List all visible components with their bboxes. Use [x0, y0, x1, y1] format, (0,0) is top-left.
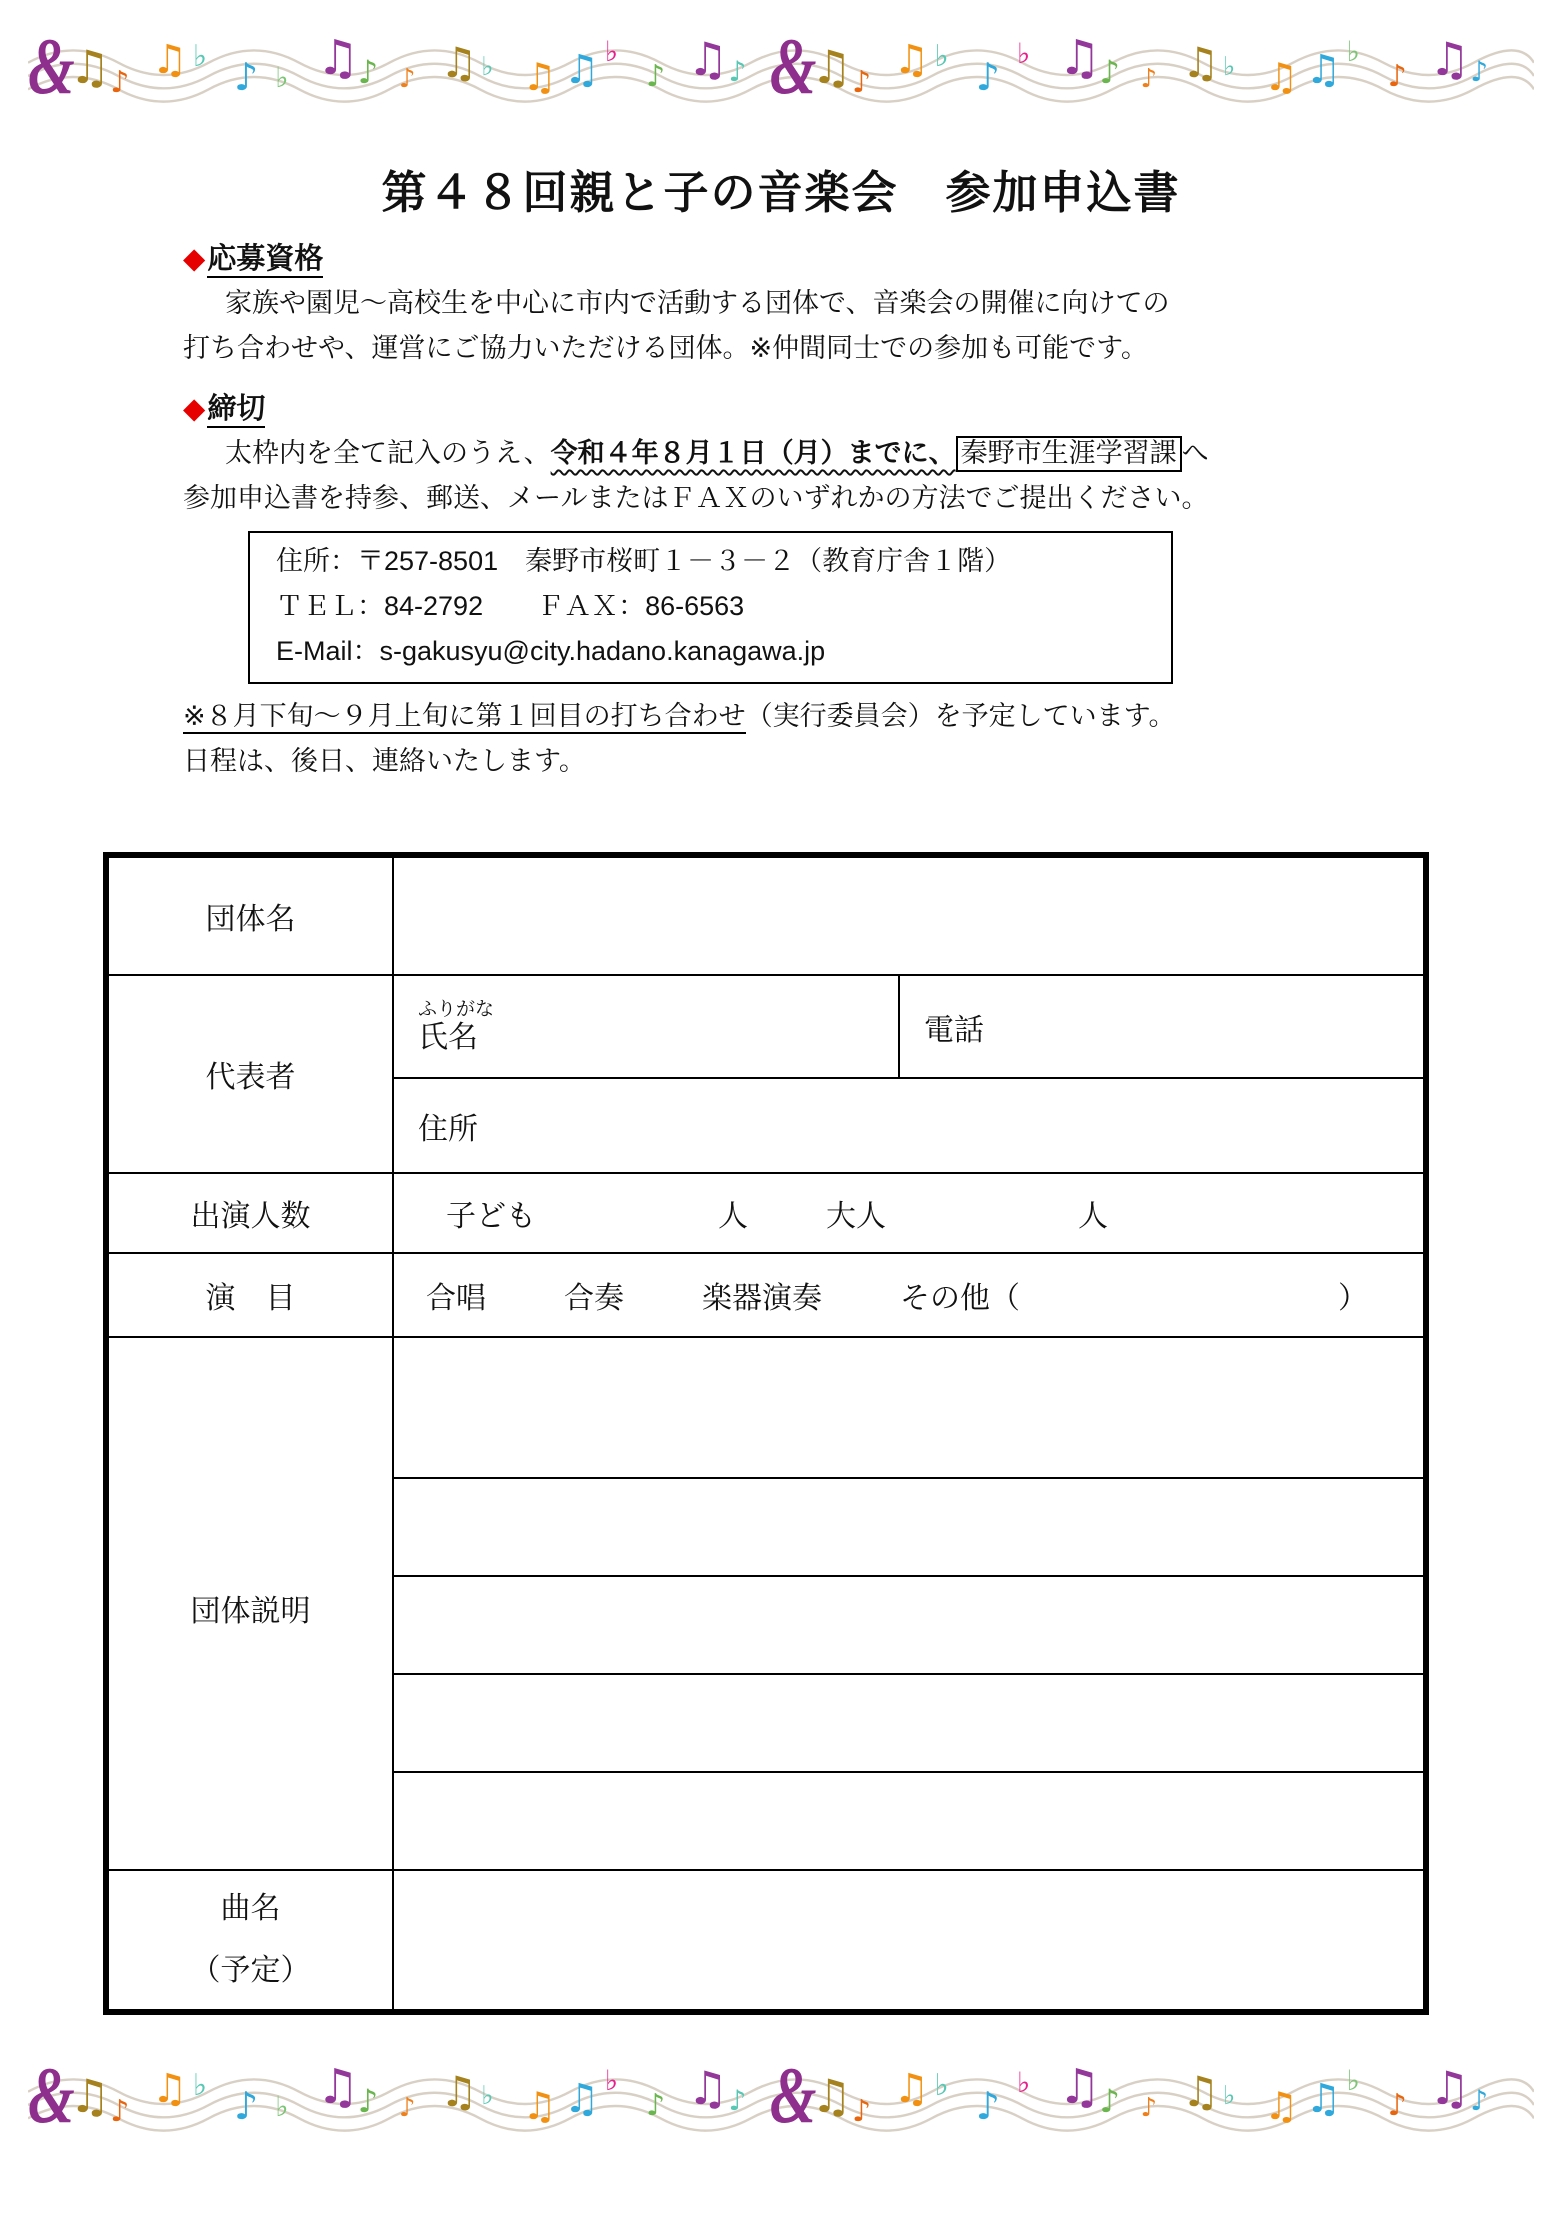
music-note-icon: ♪	[646, 59, 666, 94]
music-note-icon: ♪	[234, 55, 259, 99]
adults-unit-label: 人	[1078, 1200, 1108, 1233]
music-note-icon: ♫	[1305, 2076, 1342, 2122]
music-note-icon: ♫	[810, 40, 853, 94]
program-option-ensemble: 合奏	[564, 1282, 624, 1315]
diamond-bullet-icon: ◆	[183, 393, 206, 425]
representative-label: 代表者	[106, 975, 393, 1173]
contact-tel-fax: ＴＥＬ：84-2792 ＦＡＸ：86-6563	[276, 591, 745, 621]
music-note-icon: ♫	[1264, 2084, 1299, 2128]
performers-label: 出演人数	[106, 1173, 393, 1253]
contact-address: 住所：〒257-8501 秦野市桜町１－３－２（教育庁舎１階）	[276, 546, 1012, 576]
meeting-note-rest: （実行委員会）を予定しています。	[745, 701, 1176, 731]
application-form-table	[103, 852, 1429, 2015]
deadline-line1	[183, 431, 1439, 476]
meeting-note-underlined: ※８月下旬～９月上旬に第１回目の打ち合わせ	[183, 701, 746, 734]
address-label: 住所	[418, 1112, 478, 1146]
song-title-label	[106, 1870, 393, 2012]
group-description-label: 団体説明	[106, 1337, 393, 1870]
music-note-icon: ♫	[563, 2076, 600, 2122]
music-note-icon: ♫	[522, 55, 557, 99]
music-note-icon: ♭	[275, 61, 289, 94]
music-note-icon: ♫	[440, 2067, 478, 2116]
music-note-icon: ♪	[1099, 2082, 1120, 2120]
music-note-icon: ♫	[1428, 2061, 1471, 2115]
music-note-icon: ♭	[1016, 2066, 1031, 2099]
qualification-line2: 打ち合わせや、運営にご協力いただける団体。※仲間同士での参加も可能です。	[183, 333, 1148, 363]
deadline-heading-text: 締切	[207, 393, 265, 428]
music-note-icon: ♪	[1099, 53, 1120, 91]
music-note-icon: ♫	[810, 2069, 853, 2123]
music-note-icon: ♭	[604, 2064, 619, 2097]
music-note-icon: ♭	[1222, 2081, 1236, 2111]
deadline-line2: 参加申込書を持参、郵送、メールまたはＦＡＸのいずれかの方法でご提出ください。	[183, 483, 1209, 513]
music-note-icon: ♫	[440, 38, 478, 87]
music-note-icon: ♫	[1181, 2067, 1220, 2116]
music-note-icon: ♭	[934, 2068, 949, 2103]
music-note-icon: ♪	[1387, 59, 1407, 94]
music-note-icon: ♪	[1387, 2088, 1407, 2123]
music-note-icon: ♫	[893, 2066, 930, 2112]
music-note-icon: ♫	[522, 2084, 557, 2128]
music-note-icon: ♪	[728, 2084, 747, 2117]
music-note-icon: ♫	[893, 37, 930, 83]
adults-label: 大人	[826, 1200, 886, 1233]
qualification-line1: 家族や園児～高校生を中心に市内で活動する団体で、音楽会の開催に向けての	[225, 288, 1170, 318]
music-note-icon: ♭	[275, 2090, 289, 2123]
deadline-line1-pre: 太枠内を全て記入のうえ、	[225, 438, 551, 468]
music-note-icon: ♭	[192, 39, 207, 74]
music-note-icon: ♫	[1305, 47, 1342, 93]
music-note-icon: ♪	[398, 2093, 416, 2123]
contact-email: E-Mail：s-gakusyu@city.hadano.kanagawa.jp	[276, 636, 826, 666]
music-note-icon: ♪	[398, 64, 416, 94]
song-title-label-line2: （予定）	[190, 1954, 311, 1987]
music-note-icon: ♭	[604, 35, 619, 68]
music-note-icon: ♫	[69, 2069, 111, 2123]
music-note-icon: ♫	[1058, 2059, 1102, 2115]
music-note-icon: ♪	[234, 2084, 259, 2128]
music-note-icon: ♫	[1264, 55, 1299, 99]
diamond-bullet-icon: ◆	[183, 243, 206, 275]
group-description-field-4[interactable]	[393, 1674, 1426, 1772]
song-title-field[interactable]	[393, 1870, 1426, 2012]
children-label: 子ども	[446, 1200, 536, 1233]
submission-office-box: 秦野市生涯学習課	[956, 436, 1182, 472]
program-field[interactable]	[393, 1253, 1426, 1337]
qualification-heading-text: 応募資格	[207, 243, 323, 278]
phone-field[interactable]	[899, 975, 1426, 1078]
music-note-icon: ♫	[316, 30, 360, 86]
music-note-icon: ♫	[1181, 38, 1220, 87]
group-description-field-5[interactable]	[393, 1772, 1426, 1870]
music-note-icon: ♭	[934, 39, 949, 74]
meeting-note	[183, 694, 1439, 784]
contact-info-box	[248, 531, 1173, 684]
meeting-note-line1	[183, 694, 1439, 739]
qualification-heading	[183, 237, 1439, 281]
music-note-icon: ♫	[151, 2066, 188, 2112]
music-note-icon: ♪	[110, 2094, 130, 2129]
music-note-icon: ♫	[687, 2061, 729, 2115]
music-note-icon: ♪	[1470, 2084, 1489, 2117]
furigana-label: ふりがな	[418, 998, 495, 1020]
performers-field[interactable]	[393, 1173, 1426, 1253]
music-note-icon: ♭	[1016, 37, 1031, 70]
music-note-icon: ♪	[728, 55, 747, 88]
treble-clef-icon: &	[769, 2050, 817, 2140]
music-note-icon: ♭	[481, 2081, 494, 2111]
program-option-other-close: ）	[1338, 1282, 1368, 1315]
program-option-instrumental: 楽器演奏	[702, 1282, 822, 1315]
group-name-field[interactable]	[393, 855, 1426, 975]
music-note-icon: ♪	[975, 2084, 1000, 2128]
application-form-page	[0, 21, 1562, 2239]
music-note-icon: ♭	[192, 2068, 207, 2103]
music-note-icon: ♪	[1470, 55, 1489, 88]
deadline-date-emphasis: 令和４年８月１日（月）までに、	[550, 438, 956, 468]
music-note-icon: ♪	[646, 2088, 666, 2123]
treble-clef-icon: &	[769, 21, 817, 111]
group-description-field-1[interactable]	[393, 1337, 1426, 1478]
meeting-note-line2: 日程は、後日、連絡いたします。	[183, 746, 586, 776]
music-note-icon: ♪	[852, 65, 872, 100]
music-note-icon: ♫	[1428, 32, 1471, 86]
song-title-label-line1: 曲名	[220, 1892, 281, 1925]
music-note-icon: ♪	[110, 65, 130, 100]
group-description-field-3[interactable]	[393, 1576, 1426, 1674]
group-description-field-2[interactable]	[393, 1478, 1426, 1576]
treble-clef-icon: &	[28, 2050, 75, 2140]
deadline-line1-post: へ	[1181, 438, 1209, 468]
music-banner-bottom	[28, 2050, 1534, 2147]
music-notes-row	[28, 21, 1534, 118]
music-note-icon: ♭	[1222, 52, 1236, 82]
music-note-icon: ♫	[151, 37, 188, 83]
music-banner-top	[28, 21, 1534, 118]
music-note-icon: ♪	[852, 2094, 872, 2129]
music-note-icon: ♪	[975, 55, 1000, 99]
treble-clef-icon: &	[28, 21, 75, 111]
music-notes-row	[28, 2050, 1534, 2147]
deadline-heading	[183, 387, 1439, 431]
music-note-icon: ♫	[687, 32, 729, 86]
music-note-icon: ♭	[1346, 2064, 1360, 2097]
music-note-icon: ♫	[316, 2059, 360, 2115]
music-note-icon: ♪	[357, 2082, 379, 2120]
music-note-icon: ♭	[1346, 35, 1360, 68]
music-note-icon: ♫	[563, 47, 600, 93]
name-label: 氏名	[418, 1020, 478, 1054]
music-note-icon: ♫	[1058, 30, 1102, 86]
program-label: 演 目	[106, 1253, 393, 1337]
music-note-icon: ♪	[1140, 64, 1158, 94]
representative-name-field[interactable]	[393, 975, 899, 1078]
representative-address-field[interactable]	[393, 1078, 1426, 1173]
music-note-icon: ♭	[481, 52, 494, 82]
music-note-icon: ♪	[357, 53, 379, 91]
music-note-icon: ♪	[1140, 2093, 1158, 2123]
children-unit-label: 人	[718, 1200, 748, 1233]
group-name-label: 団体名	[106, 855, 393, 975]
program-option-chorus: 合唱	[426, 1282, 486, 1315]
music-note-icon: ♫	[69, 40, 111, 94]
page-title: 第４８回親と子の音楽会 参加申込書	[381, 167, 1181, 218]
program-option-other: その他（	[900, 1282, 1020, 1315]
phone-label: 電話	[924, 1013, 984, 1047]
